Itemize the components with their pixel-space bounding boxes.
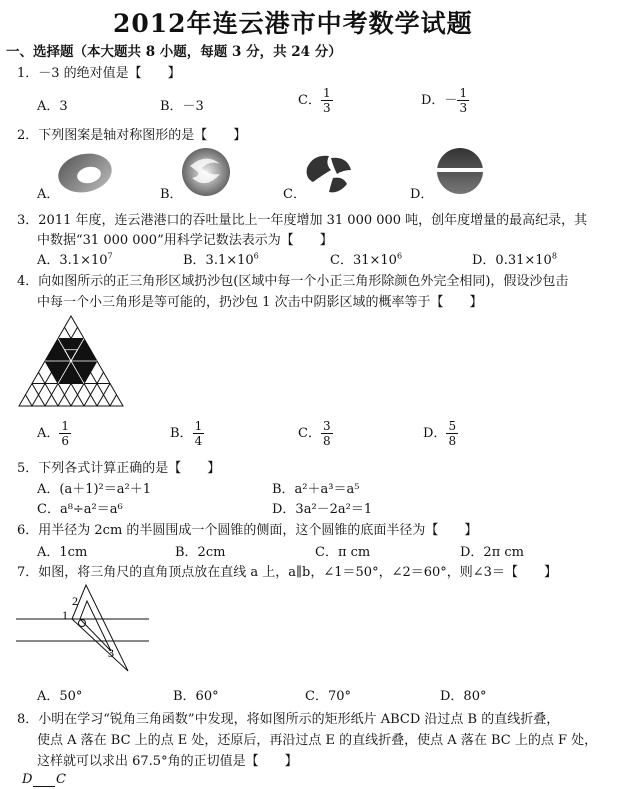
q2-option-b: B． (160, 187, 183, 202)
q5-option-a: A．(a＋1)²＝a²＋1 (37, 482, 151, 497)
question-3-line-2: 中数据“31 000 000”用科学记数法表示为【 】 (37, 233, 333, 248)
q7-option-a: A．50° (37, 689, 83, 704)
question-7-stem: 7．如图，将三角尺的直角顶点放在直线 a 上，a∥b，∠1＝50°，∠2＝60°，则∠3＝【 】 (17, 565, 557, 580)
q1-option-a: A．3 (37, 99, 68, 114)
q3-option-a-exponent: 7 (107, 251, 113, 261)
q2-option-c: C． (283, 187, 306, 202)
q1-d-numerator: 1 (459, 86, 468, 100)
q1-option-c-label: C． (298, 93, 321, 108)
q7-option-d: D．80° (440, 689, 487, 704)
question-6-stem: 6．用半径为 2cm 的半圆围成一个圆锥的侧面，这个圆锥的底面半径为【 】 (17, 523, 478, 538)
q3-option-a (37, 249, 113, 268)
q1-option-d-label: D．－ (421, 93, 458, 108)
q4-d-denominator: 8 (448, 434, 457, 448)
q7-angle-label-2: 2 (72, 594, 78, 608)
q8-figure-label-c: C (56, 772, 66, 787)
q4-d-numerator: 5 (448, 419, 457, 433)
q5-option-b: B．a²＋a³＝a⁵ (272, 482, 360, 497)
page-title: 2012年连云港市中考数学试题 (113, 9, 473, 38)
q2-figure-a (55, 150, 113, 196)
q6-option-c: C．π cm (315, 545, 371, 560)
q3-option-c-exponent: 6 (396, 251, 403, 261)
q4-option-b-label: B． (170, 426, 193, 441)
q3-option-c-text: C．31×10 (330, 253, 397, 268)
q1-c-denominator: 3 (322, 101, 331, 115)
question-8-line-3: 这样就可以求出 67.5°角的正切值是【 】 (37, 754, 298, 769)
q6-option-d: D．2π cm (460, 545, 524, 560)
q4-option-c (298, 419, 333, 448)
q3-option-c (330, 249, 402, 268)
q2-figure-b (180, 146, 232, 198)
q4-b-numerator: 1 (194, 419, 203, 433)
q4-c-denominator: 8 (322, 434, 331, 448)
q1-option-b: B．－3 (160, 99, 204, 114)
q4-triangle-figure (17, 313, 127, 407)
q4-option-c-label: C． (298, 426, 321, 441)
question-4-line-2: 中每一个小三角形是等可能的，扔沙包 1 次击中阴影区域的概率等于【 】 (37, 295, 483, 310)
q2-option-a: A． (37, 187, 60, 202)
q6-option-a: A．1cm (37, 545, 88, 560)
question-8-line-2: 使点 A 落在 BC 上的点 E 处，还原后，再沿过点 E 的直线折叠，使点 A 落在 BC 上的点 F 处， (37, 733, 598, 748)
q4-b-denominator: 4 (194, 434, 203, 448)
q4-option-d-label: D． (423, 426, 447, 441)
q3-option-b (183, 249, 259, 268)
question-3-line-1: 3．2011 年度，连云港港口的吞吐量比上一年度增加 31 000 000 吨，创年度增量的最高纪录，其 (17, 213, 588, 228)
question-5-stem: 5．下列各式计算正确的是【 】 (17, 461, 221, 476)
q7-angle-label-3: 3 (108, 646, 114, 660)
q4-c-numerator: 3 (322, 419, 331, 433)
q8-figure-edge (33, 786, 55, 787)
q4-option-a (37, 419, 71, 448)
q3-option-a-text: A．3.1×10 (37, 253, 108, 268)
section-heading: 一、选择题（本大题共 8 小题，每题 3 分，共 24 分） (6, 44, 342, 60)
q7-figure (14, 583, 154, 683)
question-1-stem: 1．－3 的绝对值是【 】 (17, 66, 181, 81)
q4-option-b (170, 419, 204, 448)
q2-figure-c (303, 148, 355, 196)
q8-figure-label-d: D (22, 772, 33, 787)
q7-option-c: C．70° (305, 689, 351, 704)
q3-option-d (472, 249, 557, 268)
question-8-line-1: 8．小明在学习“锐角三角函数”中发现，将如图所示的矩形纸片 ABCD 沿过点 B 的直线折叠， (17, 712, 560, 727)
q5-option-c: C．a⁸÷a²＝a⁶ (37, 502, 123, 517)
q4-a-numerator: 1 (61, 419, 70, 433)
q4-option-d (423, 419, 458, 448)
q2-figure-d (435, 146, 485, 196)
question-4-line-1: 4．向如图所示的正三角形区域扔沙包(区域中每一个小正三角形除颜色外完全相同)，假设沙包击 (17, 274, 569, 289)
q7-angle-label-1: 1 (62, 608, 68, 622)
question-2-stem: 2．下列图案是轴对称图形的是【 】 (17, 128, 247, 143)
q4-option-a-label: A． (37, 426, 60, 441)
q1-c-numerator: 1 (322, 86, 331, 100)
q1-option-d (421, 86, 469, 115)
q1-option-c (298, 86, 333, 115)
q3-option-d-exponent: 8 (551, 251, 557, 261)
q1-d-denominator: 3 (459, 101, 468, 115)
q3-option-d-text: D．0.31×10 (472, 253, 552, 268)
q6-option-b: B．2cm (175, 545, 226, 560)
q3-option-b-text: B．3.1×10 (183, 253, 254, 268)
q3-option-b-exponent: 6 (253, 251, 259, 261)
q2-option-d: D． (410, 187, 434, 202)
q4-a-denominator: 6 (61, 434, 70, 448)
q7-option-b: B．60° (173, 689, 219, 704)
q5-option-d: D．3a²－2a²＝1 (272, 502, 373, 517)
